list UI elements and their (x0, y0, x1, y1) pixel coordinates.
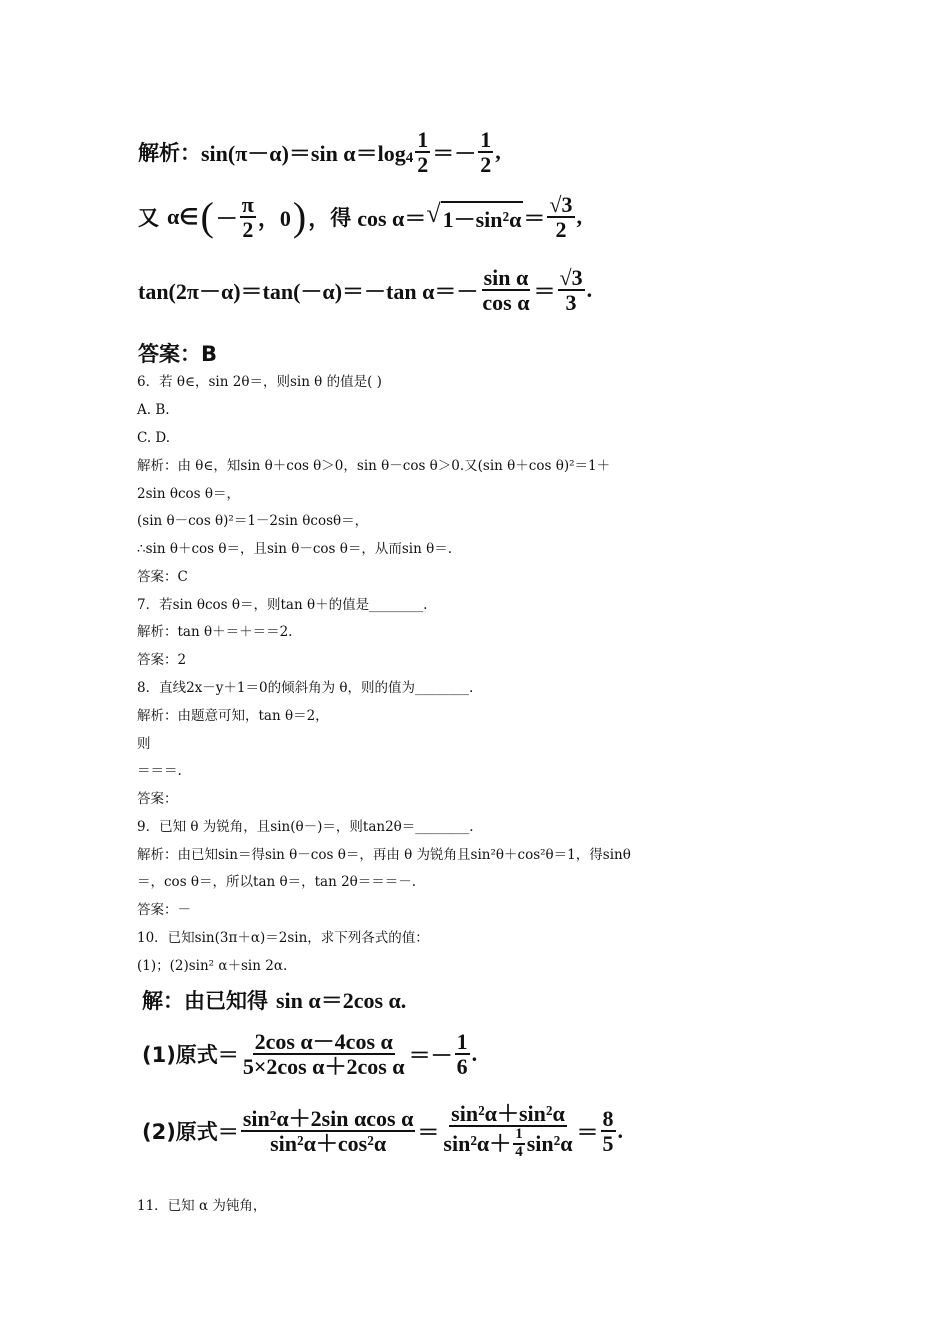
math-expr: ＝－ (408, 1042, 453, 1068)
numerator: 1 (456, 1029, 468, 1054)
fraction (415, 128, 430, 176)
text-line: (sin θ－cos θ)²＝1－2sin θcosθ＝， (137, 513, 369, 529)
numerator: sin α (483, 265, 529, 290)
text-line: 9．已知 θ 为锐角，且sin(θ－)＝，则tan2θ＝________. (137, 819, 474, 835)
denominator: sin²α＋cos²α (270, 1131, 387, 1157)
radical-sign: √ (426, 198, 441, 228)
log-base: 4 (405, 149, 414, 166)
math-expr: ＝ (523, 205, 546, 231)
fraction (478, 128, 493, 176)
denominator: 5 (602, 1131, 614, 1157)
text-line: 11．已知 α 为钝角， (137, 1198, 267, 1214)
text-line: (1)；(2)sin² α＋sin 2α. (137, 958, 288, 974)
text-line: 解析：由 θ∈，知sin θ＋cos θ＞0，sin θ－cos θ＞0.又(sin θ＋cos θ)²＝1＋ (137, 458, 611, 474)
solution-math-line-3 (138, 266, 592, 314)
text-line: A. B. (137, 402, 170, 418)
text-line: 解析：由题意可知，tan θ＝2， (137, 708, 329, 724)
denominator: 4 (515, 1143, 523, 1160)
math-expr: sin(π－α)＝sin α＝log (201, 140, 406, 166)
punctuation: , (576, 204, 582, 230)
numerator: √3 (559, 265, 583, 290)
punctuation: ， (308, 205, 331, 231)
solution-math-line-2 (138, 193, 582, 241)
fraction (240, 193, 256, 241)
text-line: 7．若sin θcos θ＝，则tan θ＋的值是________. (137, 597, 428, 613)
text-line: 8．直线2x－y＋1＝0的倾斜角为 θ，则的值为________. (137, 680, 474, 696)
fraction (547, 193, 574, 241)
solution-label: 解析： (138, 141, 201, 166)
numerator: sin²α＋2sin αcos α (242, 1106, 414, 1132)
numerator: 2cos α－4cos α (254, 1029, 393, 1054)
numerator: 1 (480, 127, 492, 152)
denominator: cos α (482, 290, 530, 316)
part-label: (2)原式＝ (142, 1120, 239, 1145)
math-expr: ＝ (576, 1119, 599, 1145)
math-expr: ＝ (533, 278, 556, 304)
math-expr: tan(2π－α)＝tan(－α)＝－tan α＝－ (138, 278, 479, 304)
denominator (441, 1127, 574, 1161)
math-expr: － (215, 205, 238, 231)
text-line: 则 (137, 736, 151, 752)
numerator: sin²α＋sin²α (451, 1101, 565, 1126)
solution-math-line-1 (138, 128, 501, 176)
math-expr: sin²α＋ (443, 1131, 512, 1157)
text-line: C. D. (137, 430, 171, 446)
text-line: 答案：C (137, 569, 188, 585)
denominator: 2 (555, 217, 567, 243)
text-line: 答案：－ (137, 902, 191, 918)
denominator: 2 (242, 217, 254, 243)
denominator: 2 (480, 152, 492, 178)
fraction (480, 266, 531, 314)
fraction (441, 1102, 574, 1161)
text-label: 得 (330, 206, 352, 231)
fraction (601, 1107, 616, 1155)
text-line: 2sin θcos θ＝， (137, 486, 240, 502)
square-root (426, 198, 523, 234)
math-expr: cos α＝ (357, 205, 427, 231)
denominator: 6 (456, 1054, 468, 1080)
answer-b: 答案：B (138, 342, 218, 366)
punctuation: , (495, 139, 501, 165)
solution-math-line-4 (142, 984, 406, 1015)
left-paren: ( (200, 194, 214, 240)
punctuation: . (586, 277, 593, 303)
text-line: 解析：由已知sin＝得sin θ－cos θ＝，再由 θ 为锐角且sin²θ＋cos²θ＝1，得sinθ (137, 847, 631, 863)
math-expr: ＝－ (432, 140, 477, 166)
fraction (455, 1030, 470, 1078)
text-label: 又 (138, 206, 159, 231)
solution-math-line-6 (142, 1102, 623, 1161)
math-expr: ＝ (417, 1119, 440, 1145)
math-expr: α∈ (167, 204, 199, 230)
denominator: 3 (565, 290, 577, 316)
numerator: π (241, 192, 254, 217)
fraction (241, 1030, 407, 1078)
fraction (513, 1127, 525, 1161)
right-paren: ) (292, 194, 307, 240)
denominator: 2 (417, 152, 429, 178)
math-expr: sin²α (526, 1131, 573, 1157)
fraction (558, 266, 585, 314)
numerator: √3 (549, 192, 573, 217)
text-line: ＝，cos θ＝，所以tan θ＝，tan 2θ＝＝＝－. (137, 874, 417, 890)
solution-math-line-5 (142, 1030, 477, 1078)
text-line: 答案： (137, 791, 178, 807)
text-line: 6．若 θ∈，sin 2θ＝，则sin θ 的值是( ) (137, 374, 382, 390)
math-expr: ，0 (257, 205, 291, 231)
numerator: 8 (602, 1106, 614, 1132)
radicand: 1－sin²α (441, 201, 524, 234)
text-line: ∴sin θ＋cos θ＝，且sin θ－cos θ＝，从而sin θ＝. (137, 541, 453, 557)
text-line: 答案：2 (137, 652, 187, 668)
solution-label: 解：由已知得 (142, 988, 268, 1013)
numerator: 1 (513, 1127, 525, 1145)
punctuation: . (471, 1041, 478, 1067)
text-line: 解析：tan θ＋＝＋＝＝2. (137, 624, 293, 640)
denominator: 5×2cos α＋2cos α (242, 1054, 405, 1080)
text-line: ＝＝＝. (137, 763, 182, 779)
punctuation: . (617, 1118, 624, 1144)
math-expr: sin α＝2cos α. (276, 988, 407, 1013)
text-line: 10．已知sin(3π＋α)＝2sin，求下列各式的值： (137, 930, 429, 946)
part-label: (1)原式＝ (142, 1043, 239, 1068)
fraction (241, 1107, 416, 1155)
numerator: 1 (417, 127, 429, 152)
